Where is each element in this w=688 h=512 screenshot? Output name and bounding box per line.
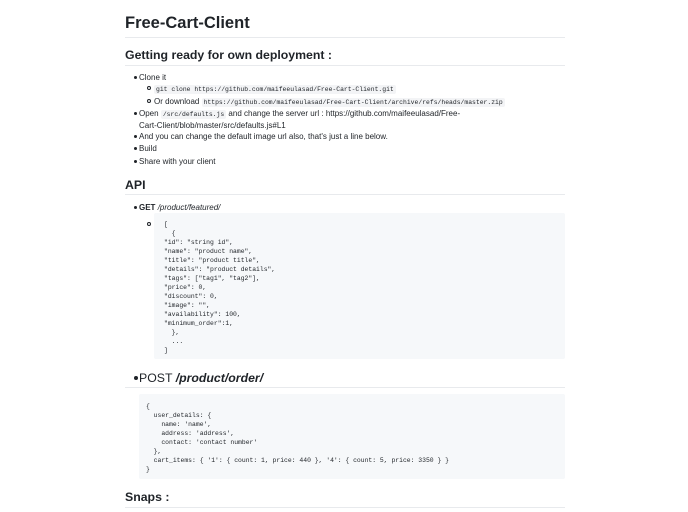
post-body-json: { user_details: { name: 'name', address: 'address', contact: 'contact number' }, cart_items: { '1': { count: 1, price: 440 }, '4': { count: 5, price: 3350 } } }: [146, 403, 449, 473]
post-body-codeblock[interactable]: [139, 394, 565, 479]
clone-label: Clone it: [139, 73, 167, 82]
share-label: Share with your client: [139, 157, 216, 166]
image-url-note: And you can change the default image url also, that's just a line below.: [139, 132, 388, 141]
snaps-divider: [125, 507, 565, 508]
deployment-heading: Getting ready for own deployment :: [125, 48, 333, 62]
bullet-icon: [134, 76, 137, 79]
get-response-codeblock[interactable]: [154, 213, 565, 359]
bullet-icon: [134, 376, 138, 380]
sub-bullet-icon: [147, 222, 151, 226]
deployment-divider: [125, 65, 565, 66]
sub-bullet-icon: [147, 99, 151, 103]
post-divider: [125, 387, 565, 388]
snaps-heading: Snaps :: [125, 490, 170, 504]
get-response-json: [ { "id": "string id", "name": "product name", "title": "product title", "details": "product details", "tags": ["tag1", "tag2"], "price": 0, "discount": 0, "image": "", "availability": 100, "minimum_order":1, }, ... ]: [164, 221, 276, 354]
sub-bullet-icon: [147, 86, 151, 90]
open-prefix: Open: [139, 109, 159, 118]
get-path: /product/featured/: [157, 203, 221, 212]
download-url[interactable]: https://github.com/maifeeulasad/Free-Cart-Client/archive/refs/heads/master.zip: [203, 99, 503, 106]
post-method: POST: [139, 371, 173, 385]
bullet-icon: [134, 160, 137, 163]
download-prefix: Or download: [154, 97, 200, 106]
api-divider: [125, 194, 565, 195]
bullet-icon: [134, 206, 137, 209]
title-divider: [125, 37, 565, 38]
git-clone-command[interactable]: git clone https://github.com/maifeeulasad/Free-Cart-Client.git: [156, 86, 394, 93]
server-url-instruction: and change the server url : https://github.com/maifeeulasad/Free-Cart-Client/blob/master/src/defaults.js#L1: [139, 109, 461, 130]
api-heading: API: [125, 178, 146, 192]
bullet-icon: [134, 135, 137, 138]
build-label: Build: [139, 144, 157, 153]
get-method: GET: [139, 203, 156, 212]
defaults-file-path: /src/defaults.js: [162, 111, 225, 118]
bullet-icon: [134, 112, 137, 115]
page-title: Free-Cart-Client: [125, 14, 250, 32]
bullet-icon: [134, 147, 137, 150]
post-path: /product/order/: [175, 371, 264, 385]
